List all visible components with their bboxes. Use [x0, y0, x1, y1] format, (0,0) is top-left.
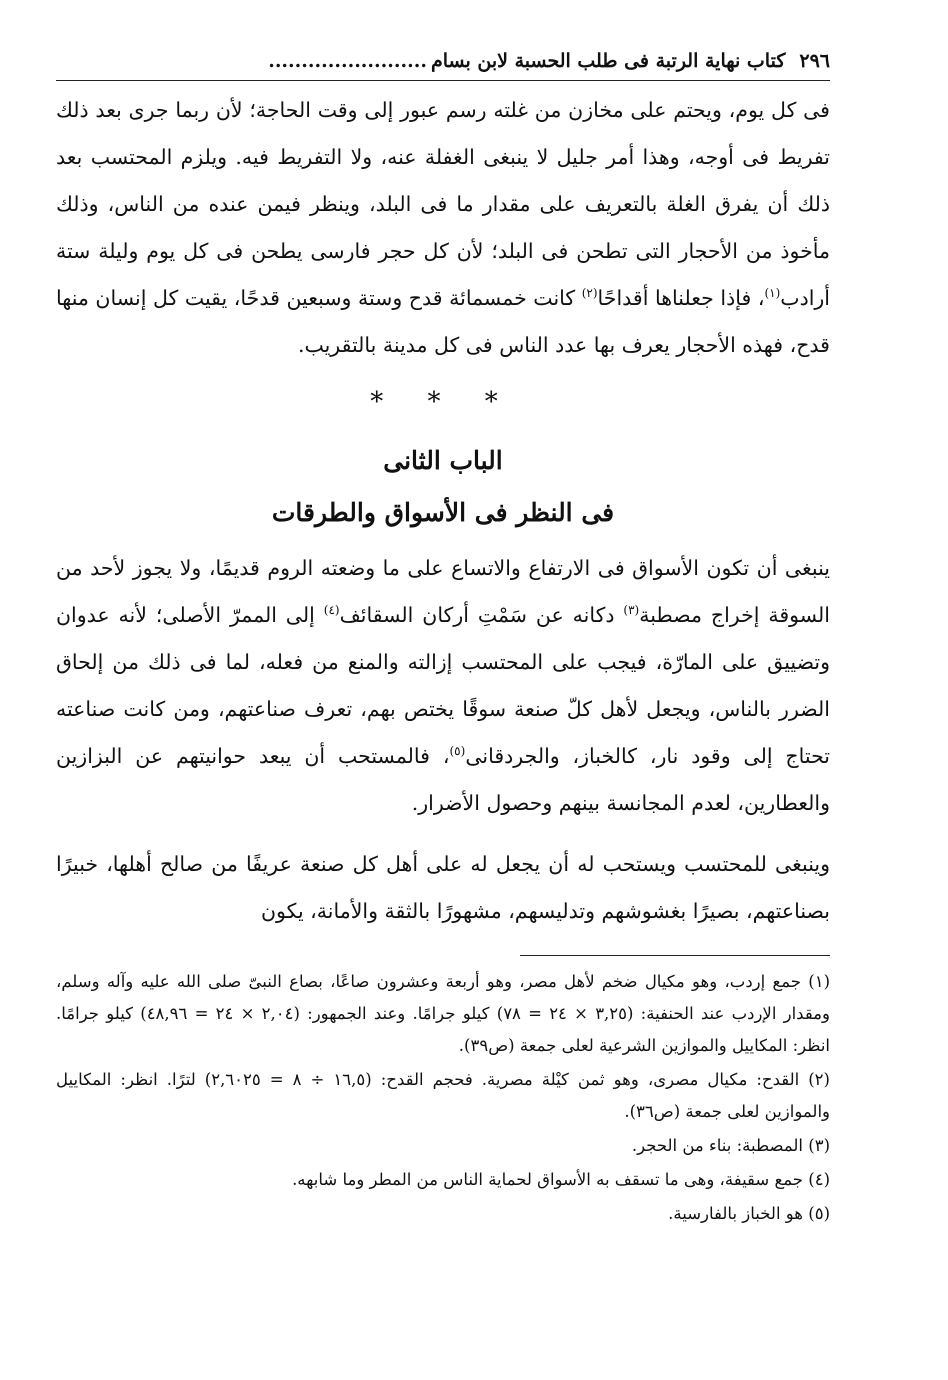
footnote-separator-wrap [56, 955, 830, 956]
running-header [56, 46, 830, 81]
header-leader-dots: ........................ [268, 50, 427, 72]
chapter-subtitle: فى النظر فى الأسواق والطرقات [271, 498, 615, 527]
section-separator: * * * [370, 387, 516, 417]
footnote-3: (٣) المصطبة: بناء من الحجر. [631, 1136, 830, 1155]
footnote-4: (٤) جمع سقيفة، وهى ما تسقف به الأسواق لحماية الناس من المطر وما شابهه. [292, 1170, 830, 1189]
book-page [56, 46, 830, 1360]
chapter-title: الباب الثانى [383, 446, 503, 475]
footnote-ref-1[interactable]: (١) [764, 286, 781, 301]
intro-paragraph: فى كل يوم، ويحتم على مخازن من غلته رسم عبور إلى وقت الحاجة؛ لأن ربما جرى بعد ذلك تفريط فى أوجه، وهذا أمر جليل لا ينبغى الغفلة عنه، ولا التفريط فيه. ويلزم المحتسب بعد ذلك أن يفرق الغلة بالتعريف على مقدار ما فى البلد، وينظر فيمن عنده من الناس، وذلك مأخوذ من الأحجار التى تطحن فى البلد؛ لأن كل حجر فارسى يطحن فى كل يوم وليلة ستة أرادب$^{(١)}$، فإذا جعلناها أقداحًا$^{(٢)}$ كانت خمسمائة قدح وستة وسبعين قدحًا، يقيت كل إنسان منها قدح، فهذه الأحجار يعرف بها عدد الناس فى كل مدينة بالتقريب. [56, 98, 830, 357]
footnote-ref-3[interactable]: (٣) [623, 603, 640, 618]
footnote-ref-5[interactable]: (٥) [449, 744, 466, 759]
arif-paragraph: وينبغى للمحتسب ويستحب له أن يجعل له على أهل كل صنعة عريفًا من صالح أهلها، خبيرًا بصناعتهم، بصيرًا بغشوشهم وتدليسهم، مشهورًا بالثقة والأمانة، يكون [56, 852, 830, 923]
footnote-5: (٥) هو الخباز بالفارسية. [668, 1204, 830, 1223]
book-title: كتاب نهاية الرتبة فى طلب الحسبة لابن بسام [430, 50, 786, 72]
footnote-rule [520, 955, 830, 956]
page-number: ٢٩٦ [799, 50, 830, 72]
footnote-ref-4[interactable]: (٤) [323, 603, 340, 618]
markets-paragraph: ينبغى أن تكون الأسواق فى الارتفاع والاتساع على ما وضعته الروم قديمًا، ولا يجوز لأحد من السوقة إخراج مصطبة$^{(٣)}$ دكانه عن سَمْتِ أركان السقائف$^{(٤)}$ إلى الممرّ الأصلى؛ لأنه عدوان وتضييق على المارّة، فيجب على المحتسب إزالته والمنع من فعله، لما فى ذلك من إلحاق الضرر بالناس، ويجعل لأهل كلّ صنعة سوقًا يختص بهم، تعرف صناعتهم، ومن كانت صناعته تحتاج إلى وقود نار، كالخباز، والجردقانى$^{(٥)}$، فالمستحب أن يبعد حوانيتهم عن البزازين والعطارين، لعدم المجانسة بينهم وحصول الأضرار. [56, 556, 831, 815]
footnote-1: (١) جمع إردب، وهو مكيال ضخم لأهل مصر، وهو أربعة وعشرون صاعًا، بصاع النبىّ صلى الله عليه وآله وسلم، ومقدار الإردب عند الحنفية: (٣,٢٥ × ٢٤ = ٧٨) كيلو جرامًا. وعند الجمهور: (٢,٠٤ × ٢٤ = ٤٨,٩٦) كيلو جرامًا. انظر: المكاييل والموازين الشرعية لعلى جمعة (ص٣٩). [56, 972, 830, 1055]
footnotes [56, 966, 830, 1230]
footnote-2: (٢) القدح: مكيال مصرى، وهو ثمن كيْلة مصرية. فحجم القدح: (١٦,٥ ÷ ٨ = ٢,٦٠٢٥) لترًا. انظر: المكاييل والموازين لعلى جمعة (ص٣٦). [56, 1070, 830, 1121]
footnote-ref-2[interactable]: (٢) [581, 286, 598, 301]
